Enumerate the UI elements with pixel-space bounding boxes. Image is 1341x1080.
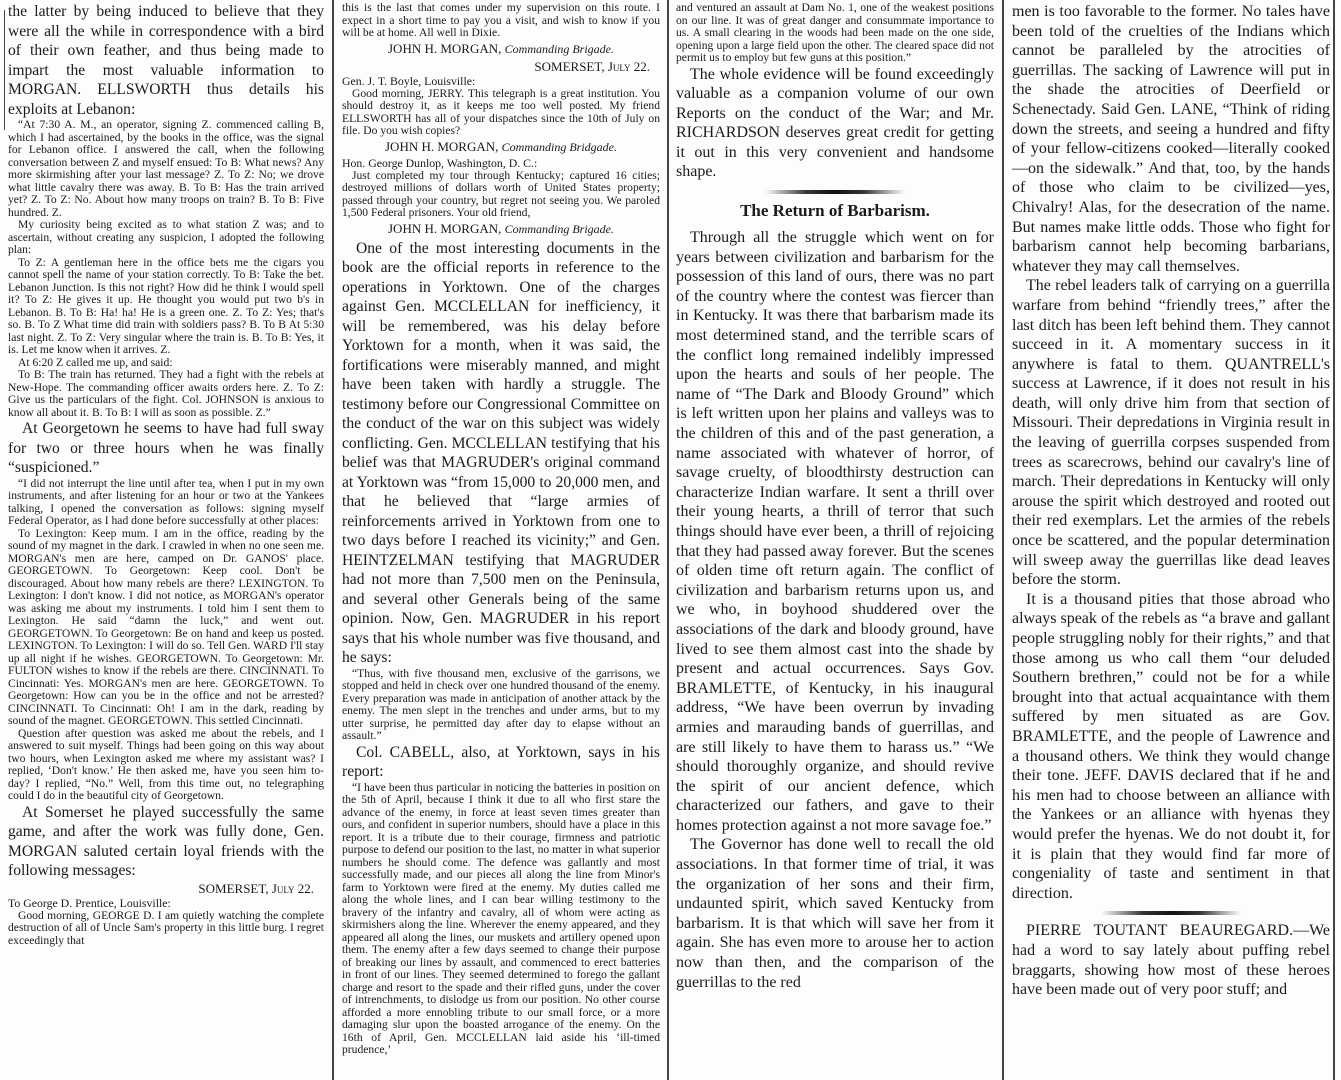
address-line: Gen. J. T. Boyle, Louisville: <box>342 73 476 88</box>
body-paragraph: Col. CABELL, also, at Yorktown, says in his report: <box>342 743 660 780</box>
quoted-paragraph: “At 7:30 A. M., an operator, signing Z. commenced calling B, which I had ascertained, by the books in the office, was the signal for Lebanon office. I answered the call, when the following conversation between Z and myself ensued: To B: What news? Any more skirmishing after your last message? Z. To Z: No; we drove what little cavalry there was away. B. To B: Has the train arrived yet? Z. To Z: No. About how many troops on train? B. To B: Five hundred. Z. <box>8 118 324 219</box>
body-paragraph: At Georgetown he seems to have had full sway for two or three hours when he was finally “suspicioned.” <box>8 420 324 476</box>
quoted-paragraph: To Lexington: Keep mum. I am in the office, reading by the sound of my magnet in the dark. I crawled in when no one seen me. MORGAN's men are here, camped on Dr. GANOS' place. GEORGETOWN. To Georgetown: Keep cool. Don't be discouraged. About how many rebels are there? LEXINGTON. To Lexington: I don't know. I did not notice, as MORGAN's operator was asking me about my instruments. I told him I sent them to Lexington. He said “damn the luck,” and went out. GEORGETOWN. To Georgetown: Be on hand and keep us posted. LEXINGTON. To Lexington: I will do so. Tell Gen. WARD I'll stay up all night if he wishes. GEORGETOWN. To Georgetown: Mr. FULTON wishes to know if the rebels are there. CINCINNATI. To Cincinnati: Yes. MORGAN's men are here. GEORGETOWN. To Georgetown: How can you be in the office and not be arrested? CINCINNATI. To Cincinnati: Oh! I am in the dark, reading by sound of the magnet. GEORGETOWN. This settled Cincinnati. <box>8 526 324 727</box>
column-1 <box>8 2 324 1080</box>
signature-name: JOHN H. MORGAN, <box>388 220 502 236</box>
signature <box>342 41 660 57</box>
signature <box>342 221 660 237</box>
quoted-paragraph: At 6:20 Z called me up, and said: <box>18 355 173 369</box>
body-paragraph: At Somerset he played successfully the same game, and after the work was fully done, Gen. MORGAN saluted certain loyal friends with the following messages: <box>8 803 324 879</box>
dateline: SOMERSET, July 22. <box>534 58 650 74</box>
signature-title: Commanding Brigade. <box>504 41 614 56</box>
quoted-paragraph: Just completed my tour through Kentucky; captured 16 cities; destroyed millions of dollars worth of United States property; passed through your country, but regret not seeing you. We paroled 1,500 Federal prisoners. Your old friend, <box>342 168 660 219</box>
column-rule <box>667 0 669 1080</box>
column-4 <box>1012 2 1330 1080</box>
quoted-paragraph: “Thus, with five thousand men, exclusive of the garrisons, we stopped and held in check over one hundred thousand of the enemy. Every preparation was made in anticipation of another attack by the enemy. The men slept in the trenches and under arms, but to my utter surprise, he permitted day after day to elapse without an assault.” <box>342 666 660 742</box>
signature-name: JOHN H. MORGAN, <box>388 40 502 56</box>
section-divider <box>1101 911 1241 915</box>
quoted-paragraph: Good morning, GEORGE D. I am quietly watching the complete destruction of all of Uncle Sam's property in this little burg. I regret exceedingly that <box>8 908 324 947</box>
quoted-paragraph: this is the last that comes under my supervision on this route. I expect in a short time to pay you a visit, and wish to know if you will be at home. All well in Dixie. <box>342 2 660 39</box>
address-line: To George D. Prentice, Louisville: <box>8 895 171 910</box>
dateline: SOMERSET, July 22. <box>198 880 314 896</box>
column-rule <box>332 0 334 1080</box>
quoted-paragraph: My curiosity being excited as to what station Z was; and to ascertain, without creating any suspicion, I adopted the following plan: <box>8 218 324 256</box>
signature-name: JOHN H. MORGAN, <box>385 138 499 154</box>
left-margin-rule <box>4 10 5 130</box>
body-paragraph: PIERRE TOUTANT BEAUREGARD.—We had a word to say lately about puffing rebel braggarts, showing how most of these heroes have been made out of very poor stuff; and <box>1012 922 1330 999</box>
quoted-paragraph: Question after question was asked me about the rebels, and I answered to suit myself. Things had been going on this way about two hours, when Lexington asked me where my assistant was? I replied, ‘Don't know.’ He then asked me, have you seen him to-day? I replied, “No.” Well, from this time out, no telegraphing could I do in the beautiful city of Georgetown. <box>8 726 324 802</box>
column-rule <box>1002 0 1004 1080</box>
quoted-paragraph: To Z: A gentleman here in the office bets me the cigars you cannot spell the name of your station correctly. To B: Take the bet. Lebanon Junction. Is this not right? How did he think I would spell it? To Z: He gives it up. He thought you would put two b's in Lebanon. B. To B: Ha! ha! He is a green one. Z. To Z: Yes; that's so. B. To Z What time did train with soldiers pass? B. To B At 5:30 last night. Z. To Z: Very singular where the train is. B. To B: Yes, it is. Let me know when it arrives. Z. <box>8 255 324 356</box>
address-line: Hon. George Dunlop, Washington, D. C.: <box>342 155 538 170</box>
section-divider <box>765 190 905 194</box>
body-paragraph: It is a thousand pities that those abroad who always speak of the rebels as “a brave and gallant people struggling nobly for their rights,” and that those among us who call them “our deluded Southern brethren,” could not be for a while brought into that actual acquaintance with them suffered by men situated as are Gov. BRAMLETTE, and the people of Lawrence and a thousand others. We think they would change their tone. JEFF. DAVIS declared that if he and his men had to choose between an alliance with the Yankees or an alliance with hyenas they would prefer the hyenas. We do not doubt it, for it is plain that they would find far more of congeniality of taste and sentiment in that direction. <box>1012 590 1330 902</box>
body-paragraph: men is too favorable to the former. No tales have been told of the cruelties of the Indians which cannot be paralleled by the atrocities of guerrillas. The sacking of Lawrence will put in the shade the atrocities of Deerfield or Schenectady. Said Gen. LANE, “Think of riding down the streets, and seeing a hundred and fifty of your fellow-citizens cooked—literally cooked—on the sidewalk.” And that, too, by the hands of those who claim to be civilized—yes, Chivalry! Alas, for the desecration of the name. But names make little odds. Those who fight for barbarism cannot help becoming barbarians, whatever they may call themselves. <box>1012 3 1330 275</box>
body-paragraph: The rebel leaders talk of carrying on a guerrilla warfare from behind “friendly trees,” after the last ditch has been left behind them. They cannot succeed in it. A momentary success in it anywhere is fatal to them. QUANTRELL's success at Lawrence, if it does not result in his death, will only drive him from that section of Missouri. Their depredations in Virginia result in the leaving of guerrilla corpses suspended from trees as scarecrows, behind our cavalry's line of march. Their depredations in Kentucky will only arouse the spirit which destroyed and rooted out their red exemplars. Let the armies of the rebels once be scattered, and the popular determination will sweep away the guerrillas like dead leaves before the storm. <box>1012 277 1330 589</box>
quoted-paragraph: Good morning, JERRY. This telegraph is a great institution. You should destroy it, as it keeps me too well posted. My friend ELLSWORTH has all of your dispatches since the 10th of July on file. Do you wish copies? <box>342 86 660 137</box>
quoted-paragraph: and ventured an assault at Dam No. 1, one of the weakest positions on our line. It was of great danger and consummate importance to us. A small clearing in the woods had been made on the one side, opening upon a large field upon the other. The cleared space did not permit us to employ but few guns at this position.” <box>676 2 994 64</box>
body-paragraph: Through all the struggle which went on for years between civilization and barbarism for the possession of this land of ours, there was no part of the country where the contest was fiercer than in Kentucky. It was there that barbarism made its most determined stand, and the terrible scars of the conflict long remained indelibly impressed upon the hearts and souls of her people. The name of “The Dark and Bloody Ground” which is left written upon her plains and valleys was to the children of this and of the past generation, a name associated with whatever of horror, of savage cruelty, of bloodthirsty destruction can characterize Indian warfare. It sent a thrill over their young hearts, a thrill of terror that such things should have ever been, a thrill of rejoicing that they had passed away forever. But the scenes of olden time oft return again. The conflict of civilization and barbarism returns upon us, and we who, in boyhood shuddered over the associations of the dark and bloody ground, have lived to see them almost cast into the shade by present and actual occurrences. Says Gov. BRAMLETTE, of Kentucky, in his inaugural address, “We have been overrun by invading armies and marauding bands of guerrillas, and are still likely to have them to harass us.” “We should thoroughly organize, and should revive the spirit of our ancient defence, which characterized our fathers, and gave to their homes protection against a not more savage foe.” <box>676 229 994 834</box>
signature <box>342 139 660 155</box>
quoted-paragraph: “I did not interrupt the line until after tea, when I put in my own instruments, and after listening for an hour or two at the Yankees talking, I opened the conversation as follows: signing myself Federal Operator, as I had done before successfully at other places: <box>8 476 324 527</box>
signature-title: Commanding Bridgade. <box>501 139 617 154</box>
column-rule <box>1333 0 1335 1080</box>
quoted-paragraph: “I have been thus particular in noticing the batteries in position on the 5th of April, because I think it due to all who first stare the advance of the enemy, in force at least seven times greater than ours, and confident in superior numbers, should have a place in this report. It is a tribute due to their courage, firmness and patriotic purpose to defend our position to the last, no matter in what superior numbers he should come. The defence was gallantly and most successfully made, and our pieces all along the line from Minor's farm to Yorktown were fired at the enemy. My duties called me along the whole lines, and I can bear willing testimony to the bravery of the infantry and cavalry, all of whom were acting as skirmishers along the line. Wherever the enemy appeared, and they appeared all along the lines, our muskets and artillery opened upon them. The enemy after a few days seemed to change their purpose of breaking our lines by assault, and commenced to erect batteries in front of our lines. They seemed determined to forego the gallant charge and resort to the spade and their rifled guns, under the cover of intrenchments, to dislodge us from our position. No other course afforded a more ennobling tribute to our small force, or a more damaging slur upon the boasted arrogance of the enemy. On the 16th of April, Gen. MCCLELLAN laid aside his ‘ill-timed prudence,’ <box>342 780 660 1056</box>
signature-title: Commanding Brigade. <box>504 221 614 236</box>
column-2 <box>342 2 660 1080</box>
article-headline: The Return of Barbarism. <box>740 201 930 221</box>
body-paragraph: One of the most interesting documents in the book are the official reports in reference to the operations in Yorktown. One of the charges against Gen. MCCLELLAN for inefficiency, it will be remembered, was his delay before Yorktown for a month, when it was said, the fortifications were miserably manned, and might have been taken with hardly a struggle. The testimony before our Congressional Committee on the conduct of the war on this subject was widely conflicting. Gen. MCCLELLAN testifying that his belief was that MAGRUDER's original command at Yorktown was “from 15,000 to 20,000 men, and that he believed that “large armies of reinforcements arrived in Yorktown from one to two days before I reached its vicinity;” and Gen. HEINTZELMAN testifying that MAGRUDER had not more than 7,500 men on the Peninsula, and several other Generals being of the same opinion. Now, Gen. MAGRUDER in his report says that his whole number was five thousand, and he says: <box>342 239 660 666</box>
quoted-paragraph: To B: The train has returned. They had a fight with the rebels at New-Hope. The commanding officer awaits orders here. Z. To Z: Give us the particulars of the fight. Col. JOHNSON is anxious to know all about it. B. To B: I will as soon as possible. Z.” <box>8 368 324 419</box>
body-paragraph: the latter by being induced to believe that they were all the while in correspondence with a bird of their own feather, and thus being made to impart the most valuable information to MORGAN. ELLSWORTH thus details his exploits at Lebanon: <box>8 3 324 118</box>
body-paragraph: The Governor has done well to recall the old associations. In that former time of trial, it was the organization of her sons and their firm, undaunted spirit, which saved Kentucky from barbarism. It is that which will save her from it again. She has even more to arouse her to action now than then, and the comparison of the guerrillas to the red <box>676 836 994 991</box>
column-3 <box>676 2 994 1080</box>
body-paragraph: The whole evidence will be found exceedingly valuable as a companion volume of our own Reports on the conduct of the War; and Mr. RICHARDSON deserves great credit for getting it out in this very convenient and handsome shape. <box>676 65 994 181</box>
